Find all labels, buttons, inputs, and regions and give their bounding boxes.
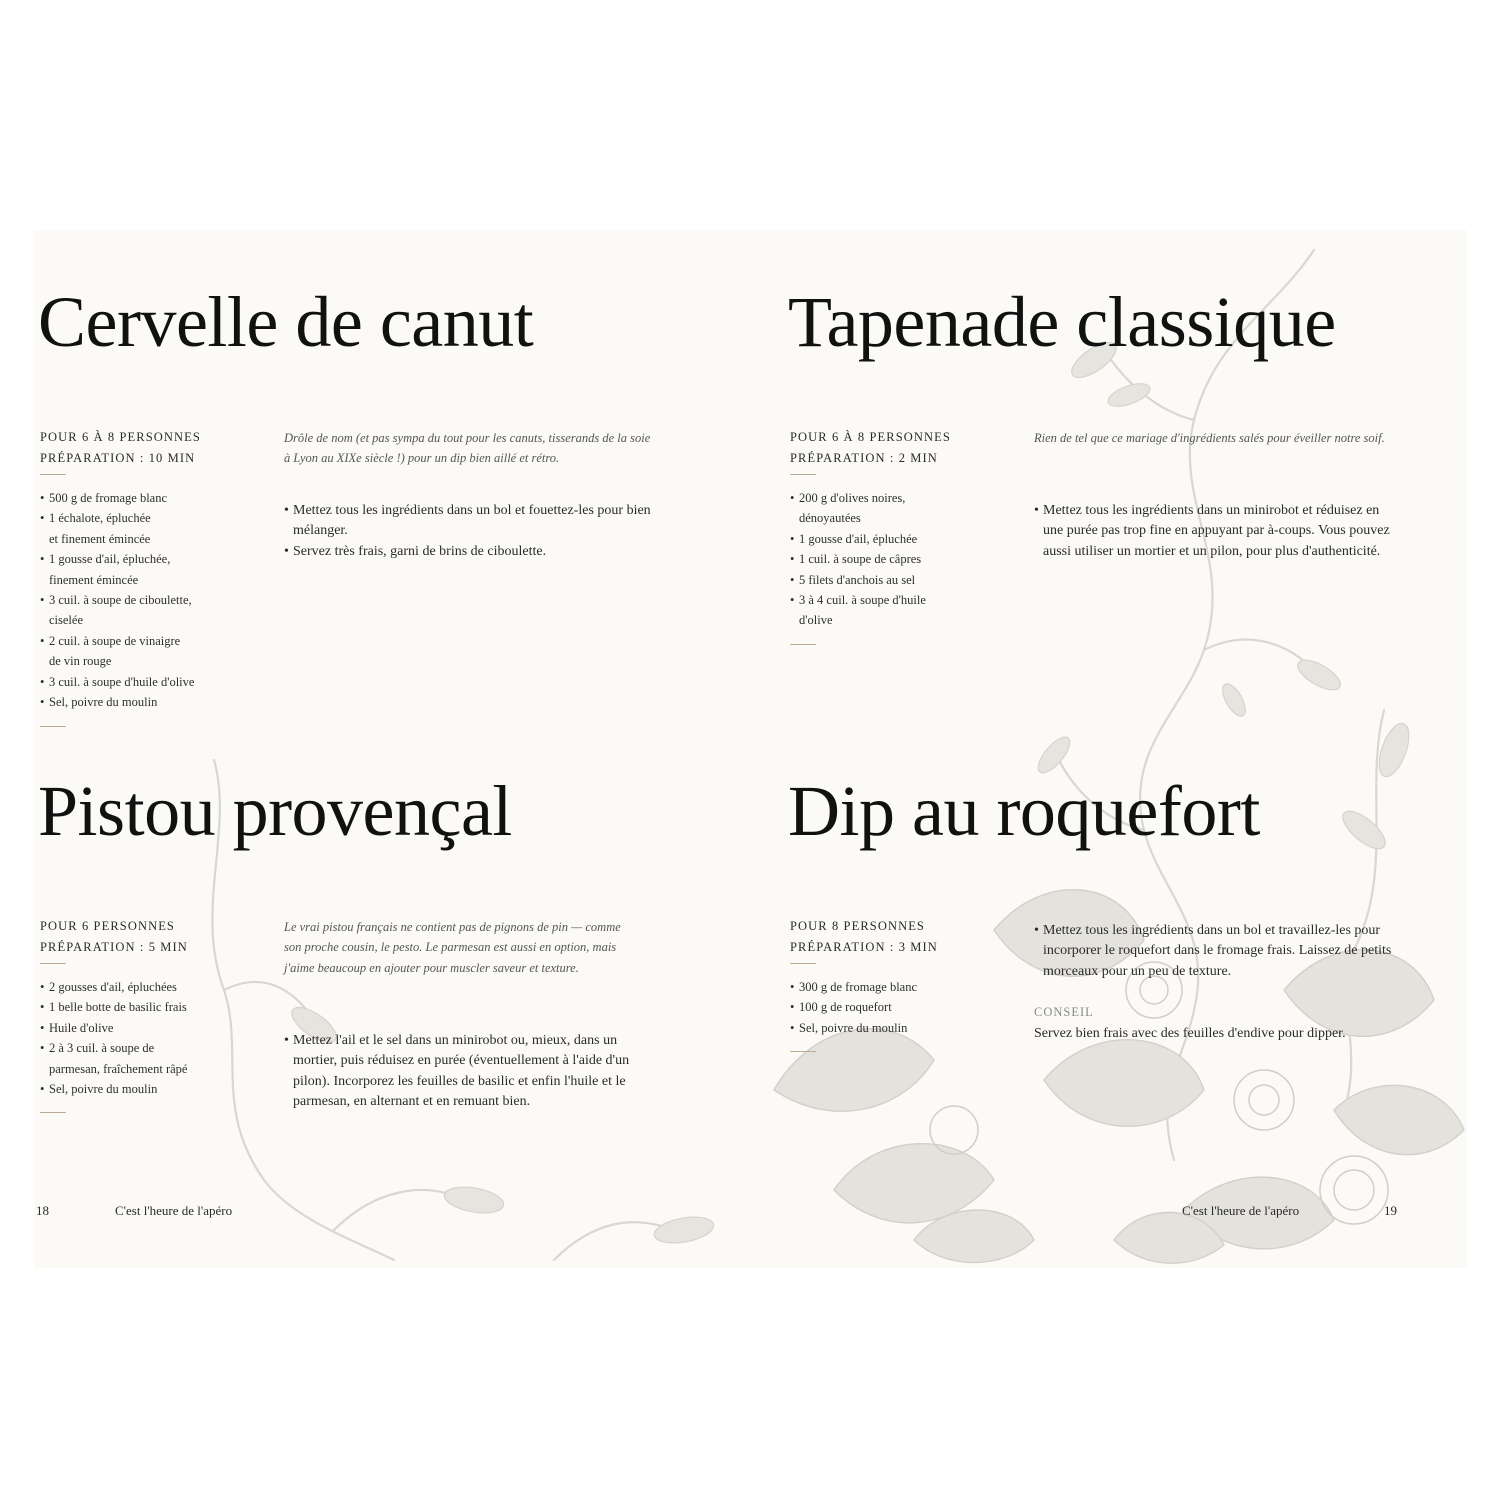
prep-time: PRÉPARATION : 10 MIN — [40, 451, 196, 465]
recipe-meta — [40, 916, 188, 958]
tip-label: CONSEIL — [1034, 1005, 1094, 1019]
step-item: • Mettez l'ail et le sel dans un minirobot ou, mieux, dans un mortier, puis réduisez en purée (éventuellement à l'aide d'un pilon). Incorporez les feuilles de basilic et enfin l'huile et le parmesan, en alternant et en remuant bien. — [284, 1031, 654, 1113]
ingredient-item: • 200 g d'olives noires, — [790, 488, 926, 508]
ingredient-item: • 1 cuil. à soupe de câpres — [790, 549, 926, 569]
ingredient-list — [40, 488, 194, 712]
divider-rule — [790, 644, 816, 645]
recipe-meta — [790, 916, 938, 958]
ingredient-item: • 3 cuil. à soupe d'huile d'olive — [40, 672, 194, 692]
ingredient-item: dénoyautées — [799, 511, 861, 526]
recipe-intro: Drôle de nom (et pas sympa du tout pour les canuts, tisserands de la soie à Lyon au XIXe siècle !) pour un dip bien aillé et rétro. — [284, 431, 651, 466]
ingredient-list — [40, 977, 187, 1099]
servings: POUR 6 PERSONNES — [40, 919, 175, 933]
divider-rule — [40, 1112, 66, 1113]
step-item: • Mettez tous les ingrédients dans un minirobot et réduisez en une purée pas trop fine en appuyant par à-coups. Vous pouvez aussi utiliser un mortier et un pilon, pour plus d'authenticité. — [1034, 501, 1390, 562]
step-item: • Servez très frais, garni de brins de ciboulette. — [284, 542, 654, 562]
recipe-title: Pistou provençal — [38, 771, 512, 851]
ingredient-item: • 2 à 3 cuil. à soupe de — [40, 1038, 187, 1058]
prep-time: PRÉPARATION : 3 MIN — [790, 940, 938, 954]
ingredient-item: • Sel, poivre du moulin — [40, 1079, 187, 1099]
servings: POUR 8 PERSONNES — [790, 919, 925, 933]
servings: POUR 6 À 8 PERSONNES — [40, 430, 201, 444]
recipe-meta — [40, 427, 201, 469]
ingredient-item: ciselée — [49, 613, 84, 628]
divider-rule — [40, 963, 66, 964]
recipe-title: Tapenade classique — [788, 282, 1336, 362]
running-title-right: C'est l'heure de l'apéro — [1182, 1203, 1300, 1218]
ingredient-item: • 1 gousse d'ail, épluchée, — [40, 549, 194, 569]
ingredient-item: • 300 g de fromage blanc — [790, 977, 917, 997]
divider-rule — [790, 1051, 816, 1052]
prep-time: PRÉPARATION : 5 MIN — [40, 940, 188, 954]
tip-text: Servez bien frais avec des feuilles d'endive pour dipper. — [1034, 1026, 1346, 1041]
step-item: • Mettez tous les ingrédients dans un bol et travaillez-les pour incorporer le roquefort dans le fromage frais. Laissez de petits morceaux pour un peu de texture. — [1034, 921, 1406, 982]
recipe-steps — [1034, 921, 1406, 982]
ingredient-item: finement émincée — [49, 572, 139, 587]
recipe-intro: Le vrai pistou français ne contient pas de pignons de pin — comme son proche cousin, le pesto. Le parmesan est aussi en option, mais j'aime beaucoup en ajouter pour muscler saveur et texture. — [284, 920, 621, 975]
recipe-steps — [1034, 501, 1390, 562]
recipe-title: Cervelle de canut — [38, 282, 534, 362]
step-item: • Mettez tous les ingrédients dans un bol et fouettez-les pour bien mélanger. — [284, 501, 654, 542]
divider-rule — [790, 963, 816, 964]
recipe-intro: Rien de tel que ce mariage d'ingrédients salés pour éveiller notre soif. — [1034, 431, 1385, 445]
ingredient-list — [790, 488, 926, 631]
ingredient-item: • 2 gousses d'ail, épluchées — [40, 977, 187, 997]
divider-rule — [40, 474, 66, 475]
ingredient-item: parmesan, fraîchement râpé — [49, 1061, 188, 1076]
running-title-left: C'est l'heure de l'apéro — [115, 1203, 233, 1218]
book-spread — [34, 230, 1467, 1268]
ingredient-item: • 1 belle botte de basilic frais — [40, 997, 187, 1017]
ingredient-item: • 1 gousse d'ail, épluchée — [790, 529, 926, 549]
ingredient-item: • 3 cuil. à soupe de ciboulette, — [40, 590, 194, 610]
ingredient-item: • 500 g de fromage blanc — [40, 488, 194, 508]
ingredient-item: • Huile d'olive — [40, 1018, 187, 1038]
ingredient-item: de vin rouge — [49, 654, 112, 669]
ingredient-item: et finement émincée — [49, 531, 151, 546]
ingredient-item: • 2 cuil. à soupe de vinaigre — [40, 631, 194, 651]
ingredient-item: • 100 g de roquefort — [790, 997, 917, 1017]
prep-time: PRÉPARATION : 2 MIN — [790, 451, 938, 465]
botanical-illustration — [34, 230, 1467, 1268]
ingredient-item: • 3 à 4 cuil. à soupe d'huile — [790, 590, 926, 610]
ingredient-item: d'olive — [799, 613, 833, 628]
divider-rule — [790, 474, 816, 475]
recipe-steps — [284, 501, 654, 562]
page-number-right: 19 — [1384, 1203, 1397, 1218]
ingredient-item: • 5 filets d'anchois au sel — [790, 570, 926, 590]
ingredient-list — [790, 977, 917, 1038]
ingredient-item: • 1 échalote, épluchée — [40, 508, 194, 528]
recipe-meta — [790, 427, 951, 469]
page-number-left: 18 — [36, 1203, 49, 1218]
divider-rule — [40, 726, 66, 727]
ingredient-item: • Sel, poivre du moulin — [790, 1018, 917, 1038]
ingredient-item: • Sel, poivre du moulin — [40, 692, 194, 712]
recipe-steps — [284, 1031, 654, 1113]
servings: POUR 6 À 8 PERSONNES — [790, 430, 951, 444]
recipe-title: Dip au roquefort — [788, 771, 1260, 851]
